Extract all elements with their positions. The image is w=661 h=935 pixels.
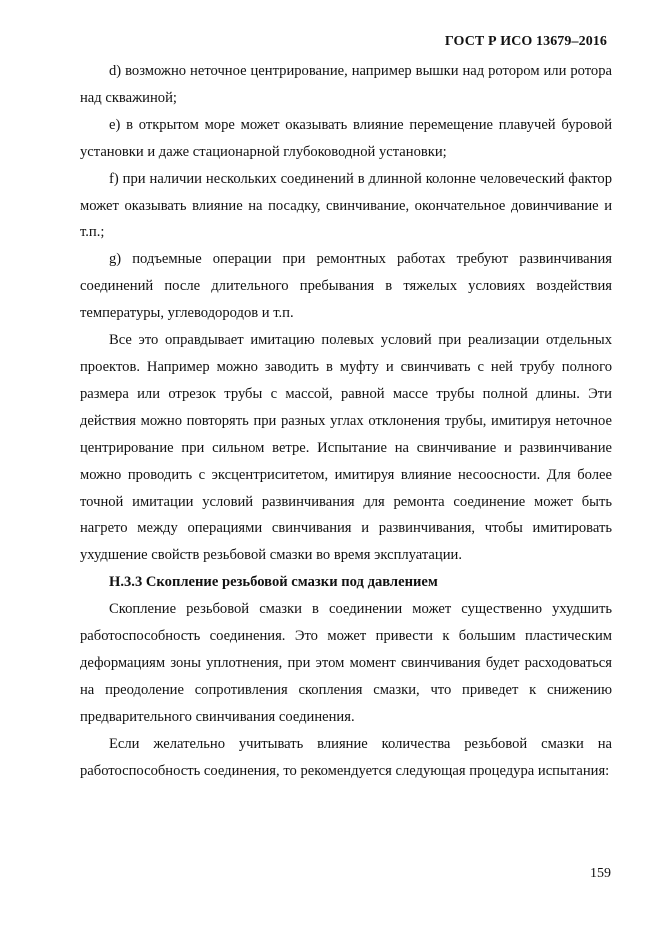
section-heading: Н.3.3 Скопление резьбовой смазки под давлением	[109, 574, 438, 591]
body-text	[80, 58, 612, 784]
standard-code-header: ГОСТ Р ИСО 13679–2016	[444, 34, 607, 49]
paragraph-field-conditions: Все это оправдывает имитацию полевых условий при реализации отдельных проектов. Например можно заводить в муфту и свинчивать с ней трубу полного размера или отрезок трубы с массой, равной массе трубы полной длины. Эти действия можно повторять при разных углах отклонения трубы, имитируя неточное центрирование при сильном ветре. Испытание на свинчивание и развинчивание можно проводить с эксцентриситетом, имитируя влияние несоосности. Для более точной имитации условий развинчивания для ремонта соединение может быть нагрето между операциями свинчивания и развинчивания, чтобы имитировать ухудшение свойств резьбовой смазки во время эксплуатации.	[80, 332, 612, 564]
paragraph-test-procedure: Если желательно учитывать влияние количества резьбовой смазки на работоспособность соединения, то рекомендуется следующая процедура испытания:	[80, 735, 612, 779]
list-item-e: е) в открытом море может оказывать влияние перемещение плавучей буровой установки и даже стационарной глубоководной установки;	[80, 116, 612, 160]
paragraph-dope-accumulation: Скопление резьбовой смазки в соединении может существенно ухудшить работоспособность соединения. Это может привести к большим пластическим деформациям зоны уплотнения, при этом момент свинчивания будет расходоваться на преодоление сопротивления скопления смазки, что приведет к снижению предварительного свинчивания соединения.	[80, 601, 612, 725]
list-item-d: d) возможно неточное центрирование, например вышки над ротором или ротора над скважиной;	[80, 63, 612, 106]
page-number: 159	[590, 866, 611, 881]
list-item-g: g) подъемные операции при ремонтных работах требуют развинчивания соединений после длительного пребывания в тяжелых условиях воздействия температуры, углеводородов и т.п.	[80, 251, 612, 322]
list-item-f: f) при наличии нескольких соединений в длинной колонне человеческий фактор может оказывать влияние на посадку, свинчивание, окончательное довинчивание и т.п.;	[80, 170, 612, 241]
